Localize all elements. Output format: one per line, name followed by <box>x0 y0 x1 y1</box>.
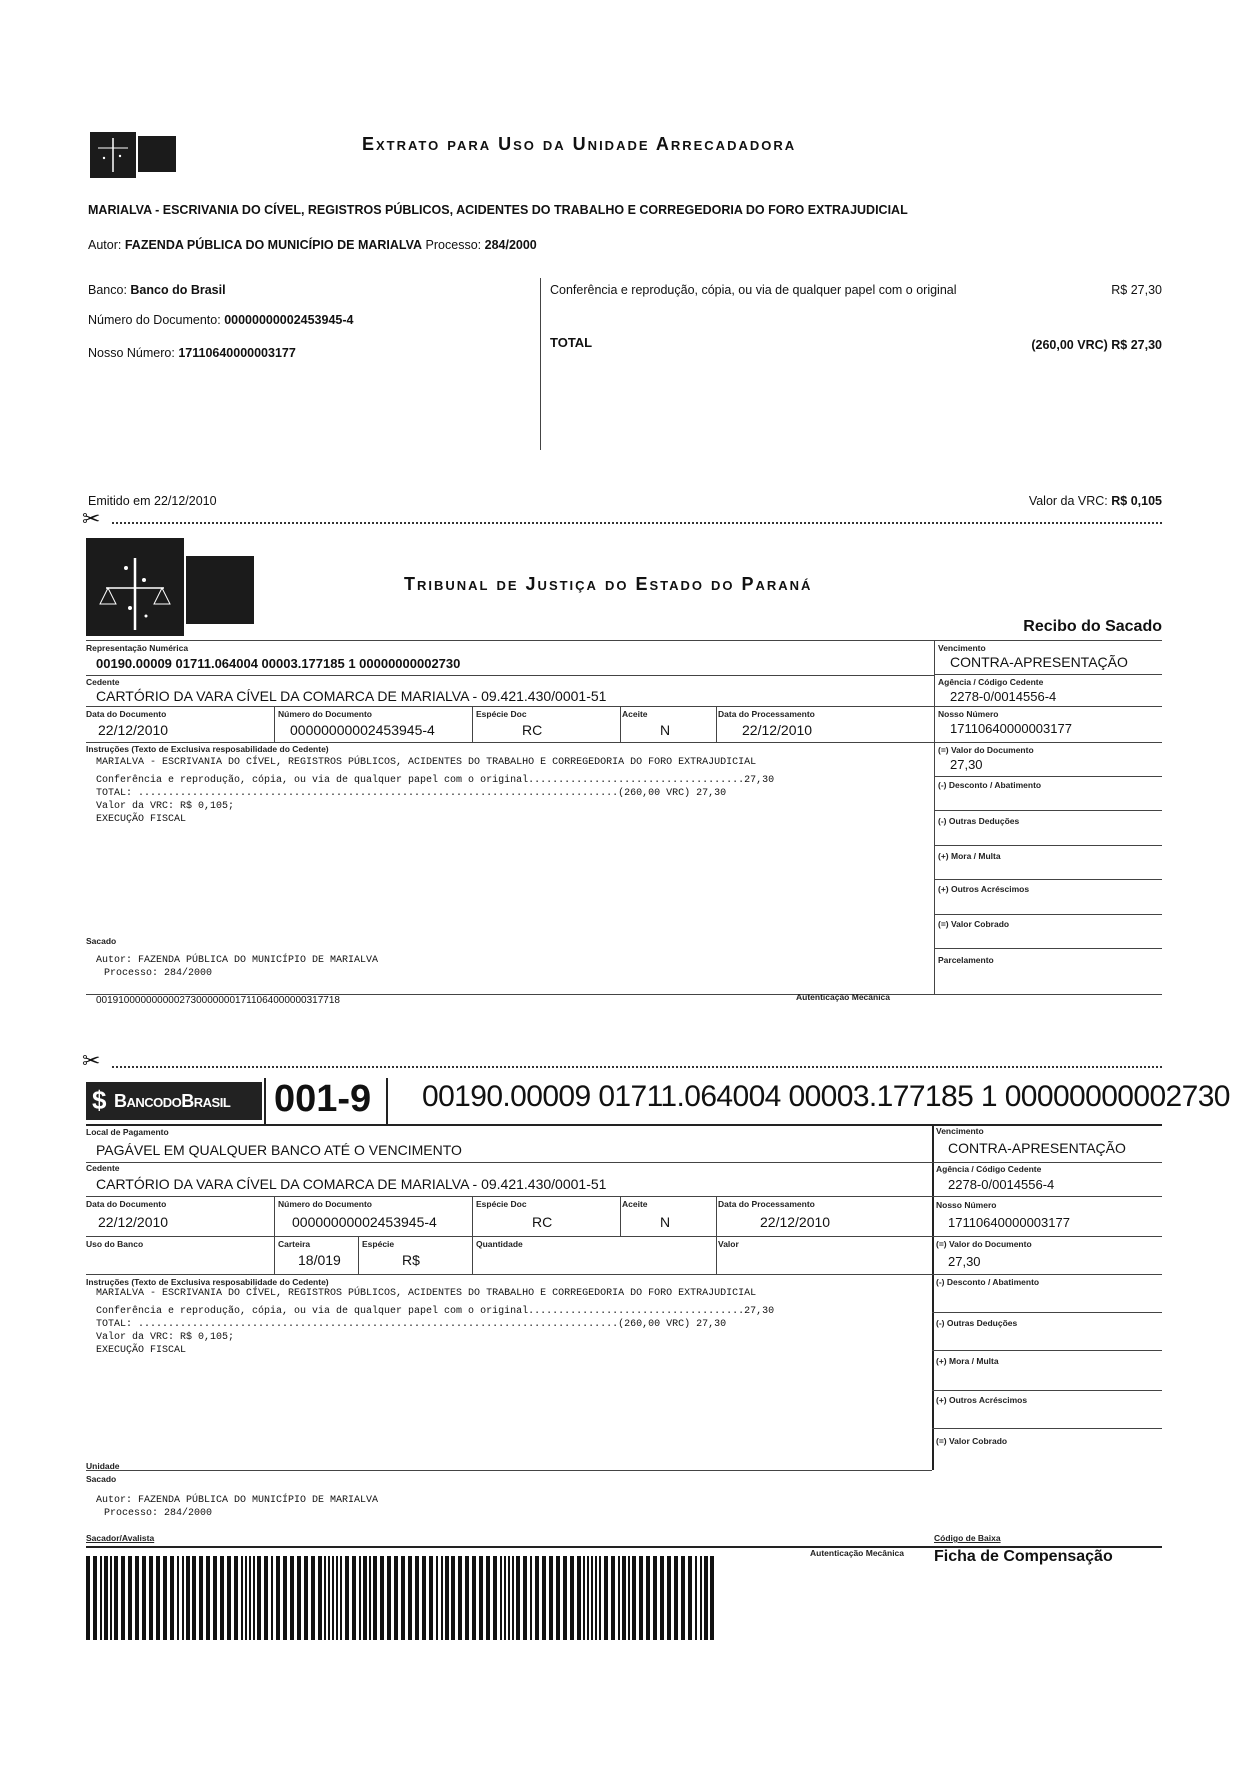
uso-label: Uso do Banco <box>86 1239 144 1249</box>
num-doc-value-f: 00000000002453945-4 <box>292 1214 437 1230</box>
barcode-bar <box>542 1556 546 1640</box>
bank-name: BancodoBrasil <box>114 1091 231 1111</box>
barcode-bar <box>318 1556 322 1640</box>
especie-doc-value: RC <box>522 722 543 738</box>
barcode-bar <box>359 1556 361 1640</box>
valor-label: Valor <box>718 1239 739 1249</box>
barcode-bar <box>352 1556 356 1640</box>
barcode-bar <box>401 1556 405 1640</box>
linha-digitavel: 00190.00009 01711.064004 00003.177185 1 00000000002730 <box>422 1080 1230 1113</box>
barcode-icon <box>86 1556 716 1640</box>
barcode-bar <box>206 1556 210 1640</box>
barcode-bar <box>549 1556 553 1640</box>
instr-line-5: EXECUÇÃO FISCAL <box>96 814 187 825</box>
barcode-bar <box>465 1556 469 1640</box>
barcode-bar <box>93 1556 97 1640</box>
barcode-bar <box>253 1556 255 1640</box>
barcode-bar <box>570 1556 574 1640</box>
barcode-bar <box>472 1556 476 1640</box>
barcode-bar <box>441 1556 443 1640</box>
desconto-label-r: (-) Desconto / Abatimento <box>938 780 1042 790</box>
sacado-line-1: Autor: FAZENDA PÚBLICA DO MUNICÍPIO DE MARIALVA <box>96 955 379 966</box>
data-doc-value-f: 22/12/2010 <box>98 1214 169 1230</box>
barcode-bar <box>177 1556 179 1640</box>
carteira-value: 18/019 <box>298 1252 341 1268</box>
nosso-num-label: Nosso Número: <box>88 346 175 360</box>
valor-doc-value-r: 27,30 <box>950 757 983 772</box>
num-doc-label-r: Número do Documento <box>278 709 372 719</box>
cut-line <box>112 522 1162 524</box>
bank-code: 001-9 <box>274 1078 372 1120</box>
barcode-bar <box>297 1556 301 1640</box>
data-proc-value-f: 22/12/2010 <box>760 1214 831 1230</box>
barcode-bar <box>577 1556 581 1640</box>
parcel-label-r: Parcelamento <box>938 955 994 965</box>
barcode-bar <box>276 1556 280 1640</box>
valor-doc-value-f: 27,30 <box>948 1254 981 1269</box>
barcode-bar <box>199 1556 203 1640</box>
nosso-label-f: Nosso Número <box>936 1200 997 1210</box>
scissors-icon-2: ✂ <box>82 1048 101 1073</box>
aceite-value-f: N <box>660 1214 671 1230</box>
barcode-bar <box>688 1556 692 1640</box>
banco-do-brasil-logo-icon: $ BancodoBrasil <box>86 1082 262 1120</box>
barcode-bar <box>271 1556 273 1640</box>
barcode-bar <box>186 1556 190 1640</box>
banco-label: Banco: <box>88 283 127 297</box>
barcode-bar <box>599 1556 601 1640</box>
sacado-label: Sacado <box>86 936 117 946</box>
barcode-bar <box>104 1556 108 1640</box>
barcode-bar <box>591 1556 593 1640</box>
barcode-bar <box>149 1556 153 1640</box>
especie-doc-label: Espécie Doc <box>476 709 527 719</box>
barcode-bar <box>110 1556 112 1640</box>
barcode-bar <box>304 1556 308 1640</box>
extrato-autor-line <box>88 238 537 252</box>
barcode-bar <box>245 1556 247 1640</box>
desconto-label-f: (-) Desconto / Abatimento <box>936 1277 1040 1287</box>
mora-label-r: (+) Mora / Multa <box>938 851 1001 861</box>
extrato-header-line: MARIALVA - ESCRIVANIA DO CÍVEL, REGISTROS PÚBLICOS, ACIDENTES DO TRABALHO E CORREGEDORIA DO FORO EXTRAJUDICIAL <box>88 203 908 217</box>
barcode-bar <box>535 1556 539 1640</box>
barcode-bar <box>681 1556 685 1640</box>
barcode-bar <box>674 1556 678 1640</box>
num-doc-label-f: Número do Documento <box>278 1199 372 1209</box>
barcode-bar <box>86 1556 90 1640</box>
barcode-bar <box>328 1556 330 1640</box>
total-label: TOTAL <box>550 335 593 350</box>
aceite-label-f: Aceite <box>622 1199 648 1209</box>
barcode-bar <box>394 1556 398 1640</box>
nosso-value-r: 17110640000003177 <box>950 721 1072 736</box>
venc-value-f: CONTRA-APRESENTAÇÃO <box>948 1140 1126 1156</box>
autent-label-f: Autenticação Mecânica <box>810 1548 905 1558</box>
unidade-label: Unidade <box>86 1461 120 1471</box>
outras-label-r: (-) Outras Deduções <box>938 816 1020 826</box>
barcode-bar <box>227 1556 231 1640</box>
num-doc-line <box>88 313 353 327</box>
instr-line-4: Valor da VRC: R$ 0,105; <box>96 801 235 812</box>
venc-value-r: CONTRA-APRESENTAÇÃO <box>950 654 1128 670</box>
barcode-bar <box>458 1556 462 1640</box>
barcode-bar <box>121 1556 125 1640</box>
data-doc-value: 22/12/2010 <box>98 722 169 738</box>
barcode-bar <box>500 1556 502 1640</box>
num-doc-label: Número do Documento: <box>88 313 221 327</box>
barcode-bar <box>445 1556 449 1640</box>
autor-label: Autor: <box>88 238 122 252</box>
sacado-line-2: Processo: 284/2000 <box>104 968 213 979</box>
cedente-label-f: Cedente <box>86 1163 120 1173</box>
nosso-value-f: 17110640000003177 <box>948 1215 1070 1230</box>
barcode-bar <box>504 1556 506 1640</box>
item-value: R$ 27,30 <box>1111 283 1162 297</box>
barcode-bar <box>639 1556 643 1640</box>
barcode-bar <box>163 1556 167 1640</box>
barcode-bar <box>249 1556 251 1640</box>
barcode-bar <box>373 1556 377 1640</box>
data-proc-label: Data do Processamento <box>718 709 815 719</box>
barcode-bar <box>290 1556 294 1640</box>
vrc-label: Valor da VRC: <box>1028 494 1108 508</box>
item-desc: Conferência e reprodução, cópia, ou via de qualquer papel com o original <box>550 283 957 297</box>
barcode-bar <box>667 1556 671 1640</box>
barcode-bar <box>234 1556 238 1640</box>
cobrado-label-f: (=) Valor Cobrado <box>936 1436 1008 1446</box>
barcode-bar <box>170 1556 174 1640</box>
banco-value: Banco do Brasil <box>130 283 226 297</box>
agencia-label-f: Agência / Código Cedente <box>936 1164 1042 1174</box>
barcode-bar <box>660 1556 664 1640</box>
cod-baixa-label: Código de Baixa <box>934 1533 1001 1543</box>
barcode-bar <box>369 1556 371 1640</box>
instr-label: Instruções (Texto de Exclusiva resposabilidade do Cedente) <box>86 744 329 754</box>
barcode-bar <box>436 1556 438 1640</box>
barcode-bar <box>257 1556 261 1640</box>
vrc-value: R$ 0,105 <box>1111 494 1162 508</box>
agencia-label-r: Agência / Código Cedente <box>938 677 1044 687</box>
barcode-bar <box>363 1556 367 1640</box>
outras-label-f: (-) Outras Deduções <box>936 1318 1018 1328</box>
barcode-bar <box>604 1556 608 1640</box>
barcode-bar <box>156 1556 160 1640</box>
scissors-icon: ✂ <box>82 506 101 531</box>
num-doc-value-r: 00000000002453945-4 <box>290 722 435 738</box>
valor-doc-label-r: (=) Valor do Documento <box>938 745 1034 755</box>
especie-value: R$ <box>402 1252 420 1268</box>
barcode-bar <box>336 1556 338 1640</box>
cut-line-2 <box>112 1066 1162 1068</box>
cedente-value: CARTÓRIO DA VARA CÍVEL DA COMARCA DE MARIALVA - 09.421.430/0001-51 <box>96 688 607 704</box>
instr-line-1-f: MARIALVA - ESCRIVANIA DO CÍVEL, REGISTROS PÚBLICOS, ACIDENTES DO TRABALHO E CORREGEDORIA DO FORO EXTRAJUDICIAL <box>96 1288 757 1299</box>
recibo-title: Recibo do Sacado <box>1023 618 1162 635</box>
barcode-bar <box>611 1556 615 1640</box>
processo-value: 284/2000 <box>484 238 537 252</box>
cedente-value-f: CARTÓRIO DA VARA CÍVEL DA COMARCA DE MARIALVA - 09.421.430/0001-51 <box>96 1176 607 1192</box>
instr-label-f: Instruções (Texto de Exclusiva resposabilidade do Cedente) <box>86 1277 329 1287</box>
autor-value: FAZENDA PÚBLICA DO MUNICÍPIO DE MARIALVA <box>124 238 423 252</box>
barcode-bar <box>700 1556 702 1640</box>
barcode-bar <box>479 1556 483 1640</box>
barcode-bar <box>182 1556 184 1640</box>
barcode-bar <box>332 1556 334 1640</box>
barcode-bar <box>587 1556 589 1640</box>
barcode-bar <box>220 1556 224 1640</box>
barcode-bar <box>340 1556 342 1640</box>
digitavel-recibo: 00191000000000027300000001711064000000317718 <box>96 995 340 1006</box>
barcode-bar <box>451 1556 455 1640</box>
barcode-bar <box>345 1556 349 1640</box>
especie-doc-label-f: Espécie Doc <box>476 1199 527 1209</box>
barcode-bar <box>530 1556 532 1640</box>
acresc-label-r: (+) Outros Acréscimos <box>938 884 1030 894</box>
aceite-label: Aceite <box>622 709 648 719</box>
local-label: Local de Pagamento <box>86 1127 169 1137</box>
barcode-bar <box>311 1556 315 1640</box>
barcode-bar <box>512 1556 514 1640</box>
cobrado-label-r: (=) Valor Cobrado <box>938 919 1010 929</box>
nosso-label-r: Nosso Número <box>938 709 999 719</box>
cedente-label: Cedente <box>86 677 120 687</box>
barcode-bar <box>556 1556 560 1640</box>
instr-line-3-f: TOTAL: ................................................................................(260,00 VRC) 27,30 <box>96 1319 727 1330</box>
barcode-bar <box>632 1556 636 1640</box>
barcode-bar <box>618 1556 620 1640</box>
rep-num-value: 00190.00009 01711.064004 00003.177185 1 00000000002730 <box>96 656 461 671</box>
vrc-line <box>1029 494 1162 508</box>
instr-line-5-f: EXECUÇÃO FISCAL <box>96 1345 187 1356</box>
barcode-bar <box>653 1556 657 1640</box>
tribunal-logo-icon <box>86 538 256 636</box>
barcode-bar <box>241 1556 243 1640</box>
sacado-line-1-f: Autor: FAZENDA PÚBLICA DO MUNICÍPIO DE MARIALVA <box>96 1495 379 1506</box>
barcode-bar <box>380 1556 384 1640</box>
barcode-bar <box>628 1556 630 1640</box>
barcode-bar <box>646 1556 650 1640</box>
instr-line-2: Conferência e reprodução, cópia, ou via de qualquer papel com o original....................................27,30 <box>96 775 775 786</box>
rep-num-label: Representação Numérica <box>86 643 189 653</box>
barcode-bar <box>710 1556 714 1640</box>
barcode-bar <box>523 1556 527 1640</box>
instr-line-4-f: Valor da VRC: R$ 0,105; <box>96 1332 235 1343</box>
instr-line-3: TOTAL: ................................................................................(260,00 VRC) 27,30 <box>96 788 727 799</box>
emitido-text: Emitido em 22/12/2010 <box>88 494 217 508</box>
barcode-bar <box>695 1556 697 1640</box>
barcode-bar <box>128 1556 132 1640</box>
barcode-bar <box>408 1556 412 1640</box>
banco-line <box>88 283 226 297</box>
barcode-bar <box>324 1556 326 1640</box>
barcode-bar <box>213 1556 217 1640</box>
nosso-num-line <box>88 346 296 360</box>
barcode-bar <box>192 1556 196 1640</box>
avalista-label: Sacador/Avalista <box>86 1533 155 1543</box>
barcode-bar <box>508 1556 510 1640</box>
agencia-value-r: 2278-0/0014556-4 <box>950 689 1057 704</box>
barcode-bar <box>583 1556 585 1640</box>
local-value: PAGÁVEL EM QUALQUER BANCO ATÉ O VENCIMENTO <box>96 1142 462 1158</box>
barcode-bar <box>142 1556 146 1640</box>
barcode-bar <box>516 1556 520 1640</box>
tribunal-logo-small-icon <box>90 128 178 180</box>
venc-label-r: Vencimento <box>938 643 986 653</box>
extrato-title: Extrato para Uso da Unidade Arrecadadora <box>362 134 797 154</box>
barcode-bar <box>622 1556 626 1640</box>
venc-label-f: Vencimento <box>936 1126 984 1136</box>
autent-label-r: Autenticação Mecânica <box>796 992 891 1002</box>
especie-label: Espécie <box>362 1239 395 1249</box>
barcode-bar <box>595 1556 597 1640</box>
barcode-bar <box>493 1556 497 1640</box>
tribunal-title: Tribunal de Justiça do Estado do Paraná <box>404 574 813 594</box>
aceite-value: N <box>660 722 671 738</box>
barcode-bar <box>100 1556 102 1640</box>
barcode-bar <box>387 1556 391 1640</box>
barcode-bar <box>486 1556 490 1640</box>
qtd-label: Quantidade <box>476 1239 523 1249</box>
data-proc-label-f: Data do Processamento <box>718 1199 815 1209</box>
barcode-bar <box>704 1556 708 1640</box>
data-proc-value: 22/12/2010 <box>742 722 813 738</box>
barcode-bar <box>415 1556 419 1640</box>
carteira-label: Carteira <box>278 1239 311 1249</box>
barcode-bar <box>114 1556 118 1640</box>
barcode-bar <box>563 1556 567 1640</box>
nosso-num-value: 17110640000003177 <box>178 346 296 360</box>
processo-label: Processo: <box>425 238 482 252</box>
barcode-bar <box>422 1556 426 1640</box>
data-doc-label: Data do Documento <box>86 709 167 719</box>
valor-doc-label-f: (=) Valor do Documento <box>936 1239 1032 1249</box>
agencia-value-f: 2278-0/0014556-4 <box>948 1177 1055 1192</box>
barcode-bar <box>283 1556 287 1640</box>
total-value: (260,00 VRC) R$ 27,30 <box>1031 338 1162 352</box>
barcode-bar <box>264 1556 268 1640</box>
num-doc-value: 00000000002453945-4 <box>224 313 354 327</box>
mora-label-f: (+) Mora / Multa <box>936 1356 999 1366</box>
acresc-label-f: (+) Outros Acréscimos <box>936 1395 1028 1405</box>
sacado-label-f: Sacado <box>86 1474 117 1484</box>
data-doc-label-f: Data do Documento <box>86 1199 167 1209</box>
instr-line-1: MARIALVA - ESCRIVANIA DO CÍVEL, REGISTROS PÚBLICOS, ACIDENTES DO TRABALHO E CORREGEDORIA DO FORO EXTRAJUDICIAL <box>96 757 757 768</box>
ficha-title: Ficha de Compensação <box>934 1548 1113 1565</box>
barcode-bar <box>135 1556 139 1640</box>
instr-line-2-f: Conferência e reprodução, cópia, ou via de qualquer papel com o original....................................27,30 <box>96 1306 775 1317</box>
barcode-bar <box>429 1556 433 1640</box>
especie-doc-value-f: RC <box>532 1214 553 1230</box>
sacado-line-2-f: Processo: 284/2000 <box>104 1508 213 1519</box>
